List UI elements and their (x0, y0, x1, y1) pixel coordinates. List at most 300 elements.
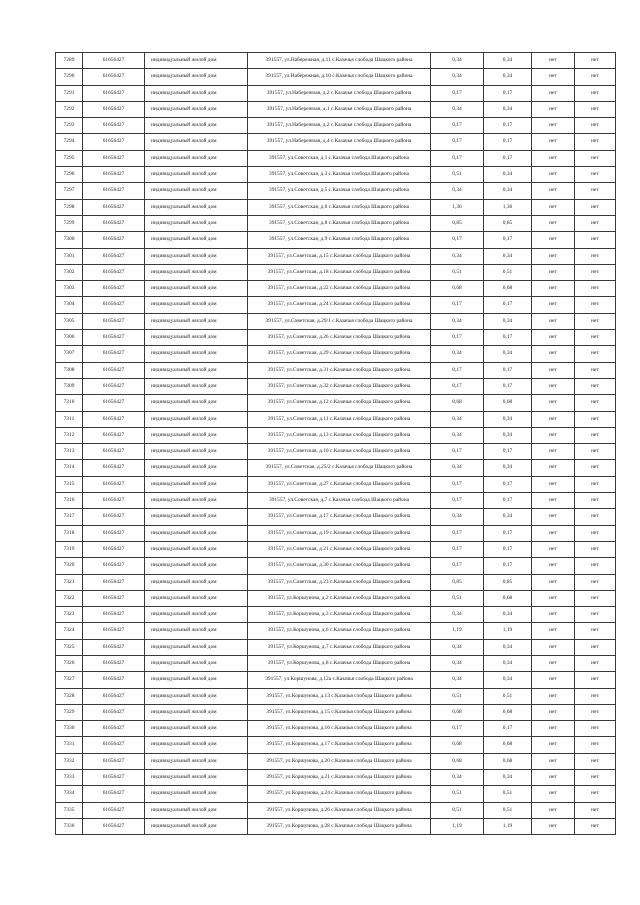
flag-cell: нет (532, 232, 575, 248)
value-cell: 0,34 (431, 346, 484, 362)
code-cell: 61656427 (83, 215, 145, 231)
flag-cell-2: нет (575, 672, 616, 688)
value-cell: 0,34 (431, 313, 484, 329)
address-cell: 391557, ул.Советская, д.30 с.Казачья слобода Шацкого района (248, 558, 431, 574)
flag-cell: нет (532, 737, 575, 753)
object-type-cell: индивидуальный жилой дом (145, 802, 248, 818)
row-number-cell: 7315 (56, 476, 83, 492)
address-cell: 391557, ул.Набережная, д.2 с.Казачья слобода Шацкого района (248, 118, 431, 134)
table-row (56, 525, 616, 541)
value-cell-2: 0,34 (484, 655, 532, 671)
flag-cell: нет (532, 770, 575, 786)
address-cell: 391557, ул.Советская, д.23 с.Казачья слобода Шацкого района (248, 574, 431, 590)
value-cell-2: 0,17 (484, 232, 532, 248)
row-number-cell: 7320 (56, 558, 83, 574)
code-cell: 61656427 (83, 150, 145, 166)
flag-cell-2: нет (575, 183, 616, 199)
address-cell: 391557, ул.Советская, д.32 с.Казачья слобода Шацкого района (248, 378, 431, 394)
row-number-cell: 7293 (56, 118, 83, 134)
row-number-cell: 7294 (56, 134, 83, 150)
address-cell: 391557, ул.Коршунова, д.6 с.Казачья слобода Шацкого района (248, 623, 431, 639)
row-number-cell: 7312 (56, 427, 83, 443)
table-row (56, 476, 616, 492)
address-cell: 391557, ул.Коршунова, д.7 с.Казачья слобода Шацкого района (248, 639, 431, 655)
code-cell: 61656427 (83, 264, 145, 280)
value-cell-2: 0,34 (484, 639, 532, 655)
value-cell-2: 1,19 (484, 623, 532, 639)
flag-cell-2: нет (575, 281, 616, 297)
flag-cell: нет (532, 753, 575, 769)
row-number-cell: 7326 (56, 655, 83, 671)
flag-cell: нет (532, 639, 575, 655)
flag-cell-2: нет (575, 330, 616, 346)
code-cell: 61656427 (83, 607, 145, 623)
table-row (56, 183, 616, 199)
row-number-cell: 7325 (56, 639, 83, 655)
flag-cell-2: нет (575, 362, 616, 378)
value-cell-2: 0,34 (484, 248, 532, 264)
value-cell: 0,34 (431, 69, 484, 85)
address-cell: 391557, ул.Советская, д.7 с.Казачья слобода Шацкого района (248, 493, 431, 509)
flag-cell-2: нет (575, 541, 616, 557)
flag-cell: нет (532, 460, 575, 476)
value-cell: 0,17 (431, 378, 484, 394)
code-cell: 61656427 (83, 721, 145, 737)
row-number-cell: 7335 (56, 802, 83, 818)
address-cell: 391557, ул.Советская, д.21 с.Казачья слобода Шацкого района (248, 541, 431, 557)
table-row (56, 297, 616, 313)
flag-cell: нет (532, 101, 575, 117)
value-cell-2: 0,17 (484, 541, 532, 557)
row-number-cell: 7301 (56, 248, 83, 264)
value-cell-2: 0,34 (484, 509, 532, 525)
value-cell: 0,68 (431, 753, 484, 769)
object-type-cell: индивидуальный жилой дом (145, 281, 248, 297)
value-cell-2: 0,17 (484, 525, 532, 541)
address-cell: 391557, ул.Советская, д.29 с.Казачья слобода Шацкого района (248, 346, 431, 362)
value-cell-2: 0,51 (484, 786, 532, 802)
table-row (56, 53, 616, 69)
flag-cell: нет (532, 444, 575, 460)
table-row (56, 411, 616, 427)
address-cell: 391557, ул.Коршунова, д.15 с.Казачья слобода Шацкого района (248, 704, 431, 720)
object-type-cell: индивидуальный жилой дом (145, 69, 248, 85)
address-cell: 391557, ул.Коршунова, д.24 с.Казачья слобода Шацкого района (248, 786, 431, 802)
value-cell-2: 1,36 (484, 199, 532, 215)
flag-cell: нет (532, 655, 575, 671)
code-cell: 61656427 (83, 281, 145, 297)
flag-cell-2: нет (575, 232, 616, 248)
table-row (56, 281, 616, 297)
address-cell: 391557, ул.Коршунова, д.8 с.Казачья слобода Шацкого района (248, 655, 431, 671)
value-cell: 0,17 (431, 721, 484, 737)
address-cell: 391557, ул.Советская, д.6 с.Казачья слобода Шацкого района (248, 199, 431, 215)
object-type-cell: индивидуальный жилой дом (145, 53, 248, 69)
table-row (56, 770, 616, 786)
value-cell-2: 0,85 (484, 215, 532, 231)
flag-cell-2: нет (575, 607, 616, 623)
value-cell-2: 0,34 (484, 460, 532, 476)
flag-cell: нет (532, 330, 575, 346)
flag-cell: нет (532, 672, 575, 688)
object-type-cell: индивидуальный жилой дом (145, 101, 248, 117)
flag-cell-2: нет (575, 688, 616, 704)
flag-cell-2: нет (575, 721, 616, 737)
flag-cell-2: нет (575, 818, 616, 834)
row-number-cell: 7292 (56, 101, 83, 117)
value-cell-2: 0,17 (484, 118, 532, 134)
flag-cell-2: нет (575, 786, 616, 802)
object-type-cell: индивидуальный жилой дом (145, 264, 248, 280)
value-cell-2: 0,17 (484, 362, 532, 378)
object-type-cell: индивидуальный жилой дом (145, 330, 248, 346)
value-cell-2: 0,34 (484, 313, 532, 329)
value-cell-2: 0,17 (484, 330, 532, 346)
address-cell: 391557, ул.Советская, д.3 с.Казачья слобода Шацкого района (248, 167, 431, 183)
value-cell-2: 0,85 (484, 574, 532, 590)
flag-cell-2: нет (575, 346, 616, 362)
flag-cell: нет (532, 558, 575, 574)
row-number-cell: 7318 (56, 525, 83, 541)
object-type-cell: индивидуальный жилой дом (145, 346, 248, 362)
value-cell: 0,34 (431, 672, 484, 688)
flag-cell: нет (532, 199, 575, 215)
table-row (56, 427, 616, 443)
value-cell: 0,17 (431, 444, 484, 460)
flag-cell-2: нет (575, 378, 616, 394)
object-type-cell: индивидуальный жилой дом (145, 395, 248, 411)
code-cell: 61656427 (83, 639, 145, 655)
code-cell: 61656427 (83, 770, 145, 786)
object-type-cell: индивидуальный жилой дом (145, 183, 248, 199)
value-cell-2: 0,68 (484, 753, 532, 769)
value-cell: 0,34 (431, 248, 484, 264)
value-cell: 0,17 (431, 134, 484, 150)
code-cell: 61656427 (83, 313, 145, 329)
address-cell: 391557, ул.Набережная, д.4 с.Казачья слобода Шацкого района (248, 134, 431, 150)
value-cell: 0,51 (431, 264, 484, 280)
code-cell: 61656427 (83, 411, 145, 427)
value-cell-2: 0,34 (484, 427, 532, 443)
code-cell: 61656427 (83, 737, 145, 753)
value-cell: 0,51 (431, 802, 484, 818)
flag-cell-2: нет (575, 69, 616, 85)
value-cell-2: 0,17 (484, 476, 532, 492)
value-cell: 0,34 (431, 655, 484, 671)
object-type-cell: индивидуальный жилой дом (145, 85, 248, 101)
table-row (56, 362, 616, 378)
flag-cell: нет (532, 541, 575, 557)
table-row (56, 590, 616, 606)
flag-cell-2: нет (575, 655, 616, 671)
code-cell: 61656427 (83, 118, 145, 134)
value-cell: 0,34 (431, 770, 484, 786)
value-cell: 0,34 (431, 460, 484, 476)
address-cell: 391557, ул.Набережная, д.11 с.Казачья слобода Шацкого района (248, 53, 431, 69)
row-number-cell: 7290 (56, 69, 83, 85)
address-cell: 391557, ул.Коршунова, д.17 с.Казачья слобода Шацкого района (248, 737, 431, 753)
flag-cell-2: нет (575, 248, 616, 264)
flag-cell-2: нет (575, 509, 616, 525)
flag-cell-2: нет (575, 199, 616, 215)
value-cell: 0,17 (431, 330, 484, 346)
flag-cell: нет (532, 525, 575, 541)
row-number-cell: 7316 (56, 493, 83, 509)
value-cell-2: 0,34 (484, 411, 532, 427)
value-cell-2: 1,19 (484, 818, 532, 834)
flag-cell: нет (532, 818, 575, 834)
row-number-cell: 7302 (56, 264, 83, 280)
table-row (56, 558, 616, 574)
flag-cell: нет (532, 118, 575, 134)
address-cell: 391557, ул.Советская, д.9 с.Казачья слобода Шацкого района (248, 232, 431, 248)
object-type-cell: индивидуальный жилой дом (145, 118, 248, 134)
address-cell: 391557, ул.Коршунова, д.12а с.Казачья слобода Шацкого района (248, 672, 431, 688)
flag-cell: нет (532, 688, 575, 704)
address-cell: 391557, ул.Коршунова, д.21 с.Казачья слобода Шацкого района (248, 770, 431, 786)
row-number-cell: 7308 (56, 362, 83, 378)
flag-cell: нет (532, 85, 575, 101)
code-cell: 61656427 (83, 297, 145, 313)
flag-cell-2: нет (575, 493, 616, 509)
row-number-cell: 7300 (56, 232, 83, 248)
code-cell: 61656427 (83, 672, 145, 688)
code-cell: 61656427 (83, 623, 145, 639)
row-number-cell: 7319 (56, 541, 83, 557)
address-cell: 391557, ул.Советская, д.18 с.Казачья слобода Шацкого района (248, 264, 431, 280)
table-row (56, 639, 616, 655)
code-cell: 61656427 (83, 704, 145, 720)
flag-cell-2: нет (575, 150, 616, 166)
address-cell: 391557, ул.Коршунова, д.16 с.Казачья слобода Шацкого района (248, 721, 431, 737)
table-row (56, 818, 616, 834)
flag-cell: нет (532, 574, 575, 590)
flag-cell-2: нет (575, 427, 616, 443)
address-cell: 391557, ул.Коршунова, д.3 с.Казачья слобода Шацкого района (248, 607, 431, 623)
object-type-cell: индивидуальный жилой дом (145, 378, 248, 394)
table-row (56, 330, 616, 346)
table-row (56, 378, 616, 394)
flag-cell-2: нет (575, 411, 616, 427)
code-cell: 61656427 (83, 232, 145, 248)
flag-cell-2: нет (575, 53, 616, 69)
address-cell: 391557, ул.Советская, д.25/2 с.Казачья слобода Шацкого района (248, 460, 431, 476)
object-type-cell: индивидуальный жилой дом (145, 818, 248, 834)
table-row (56, 493, 616, 509)
flag-cell: нет (532, 281, 575, 297)
table-row (56, 541, 616, 557)
flag-cell-2: нет (575, 639, 616, 655)
flag-cell: нет (532, 378, 575, 394)
flag-cell-2: нет (575, 101, 616, 117)
row-number-cell: 7336 (56, 818, 83, 834)
flag-cell-2: нет (575, 297, 616, 313)
row-number-cell: 7331 (56, 737, 83, 753)
code-cell: 61656427 (83, 574, 145, 590)
value-cell-2: 0,34 (484, 183, 532, 199)
row-number-cell: 7329 (56, 704, 83, 720)
table-row (56, 753, 616, 769)
code-cell: 61656427 (83, 69, 145, 85)
flag-cell: нет (532, 411, 575, 427)
flag-cell: нет (532, 297, 575, 313)
object-type-cell: индивидуальный жилой дом (145, 753, 248, 769)
flag-cell-2: нет (575, 395, 616, 411)
address-cell: 391557, ул.Советская, д.1 с.Казачья слобода Шацкого района (248, 150, 431, 166)
object-type-cell: индивидуальный жилой дом (145, 672, 248, 688)
address-cell: 391557, ул.Советская, д.24 с.Казачья слобода Шацкого района (248, 297, 431, 313)
object-type-cell: индивидуальный жилой дом (145, 134, 248, 150)
code-cell: 61656427 (83, 101, 145, 117)
flag-cell-2: нет (575, 85, 616, 101)
housing-table-body (56, 53, 616, 835)
object-type-cell: индивидуальный жилой дом (145, 199, 248, 215)
object-type-cell: индивидуальный жилой дом (145, 476, 248, 492)
value-cell-2: 0,17 (484, 297, 532, 313)
flag-cell-2: нет (575, 753, 616, 769)
code-cell: 61656427 (83, 427, 145, 443)
table-row (56, 150, 616, 166)
row-number-cell: 7332 (56, 753, 83, 769)
address-cell: 391557, ул.Коршунова, д.13 с.Казачья слобода Шацкого района (248, 688, 431, 704)
address-cell: 391557, ул.Советская, д.13 с.Казачья слобода Шацкого района (248, 427, 431, 443)
code-cell: 61656427 (83, 493, 145, 509)
code-cell: 61656427 (83, 330, 145, 346)
row-number-cell: 7291 (56, 85, 83, 101)
table-row (56, 134, 616, 150)
value-cell-2: 0,34 (484, 69, 532, 85)
flag-cell-2: нет (575, 704, 616, 720)
value-cell-2: 0,34 (484, 672, 532, 688)
value-cell: 0,34 (431, 101, 484, 117)
code-cell: 61656427 (83, 395, 145, 411)
value-cell-2: 0,34 (484, 770, 532, 786)
table-row (56, 607, 616, 623)
value-cell: 0,34 (431, 411, 484, 427)
value-cell-2: 0,17 (484, 444, 532, 460)
table-row (56, 248, 616, 264)
row-number-cell: 7323 (56, 607, 83, 623)
code-cell: 61656427 (83, 786, 145, 802)
object-type-cell: индивидуальный жилой дом (145, 770, 248, 786)
value-cell-2: 0,17 (484, 558, 532, 574)
object-type-cell: индивидуальный жилой дом (145, 688, 248, 704)
code-cell: 61656427 (83, 53, 145, 69)
row-number-cell: 7324 (56, 623, 83, 639)
value-cell: 0,17 (431, 150, 484, 166)
object-type-cell: индивидуальный жилой дом (145, 232, 248, 248)
table-row (56, 313, 616, 329)
object-type-cell: индивидуальный жилой дом (145, 460, 248, 476)
address-cell: 391557, ул.Коршунова, д.2 с.Казачья слобода Шацкого района (248, 590, 431, 606)
row-number-cell: 7289 (56, 53, 83, 69)
code-cell: 61656427 (83, 753, 145, 769)
address-cell: 391557, ул.Советская, д.12 с.Казачья слобода Шацкого района (248, 395, 431, 411)
object-type-cell: индивидуальный жилой дом (145, 215, 248, 231)
row-number-cell: 7309 (56, 378, 83, 394)
flag-cell: нет (532, 493, 575, 509)
flag-cell-2: нет (575, 623, 616, 639)
flag-cell-2: нет (575, 460, 616, 476)
code-cell: 61656427 (83, 802, 145, 818)
flag-cell-2: нет (575, 802, 616, 818)
table-row (56, 101, 616, 117)
row-number-cell: 7305 (56, 313, 83, 329)
value-cell: 0,17 (431, 558, 484, 574)
code-cell: 61656427 (83, 134, 145, 150)
flag-cell-2: нет (575, 264, 616, 280)
address-cell: 391557, ул.Коршунова, д.20 с.Казачья слобода Шацкого района (248, 753, 431, 769)
value-cell-2: 0,17 (484, 150, 532, 166)
value-cell-2: 0,51 (484, 802, 532, 818)
flag-cell-2: нет (575, 167, 616, 183)
value-cell: 1,19 (431, 818, 484, 834)
value-cell-2: 0,34 (484, 607, 532, 623)
table-row (56, 460, 616, 476)
value-cell-2: 0,68 (484, 281, 532, 297)
address-cell: 391557, ул.Советская, д.19 с.Казачья слобода Шацкого района (248, 525, 431, 541)
flag-cell: нет (532, 802, 575, 818)
flag-cell: нет (532, 362, 575, 378)
table-row (56, 704, 616, 720)
table-row (56, 264, 616, 280)
object-type-cell: индивидуальный жилой дом (145, 493, 248, 509)
row-number-cell: 7330 (56, 721, 83, 737)
value-cell: 0,85 (431, 215, 484, 231)
table-row (56, 672, 616, 688)
object-type-cell: индивидуальный жилой дом (145, 704, 248, 720)
value-cell: 0,17 (431, 232, 484, 248)
flag-cell: нет (532, 248, 575, 264)
code-cell: 61656427 (83, 590, 145, 606)
table-row (56, 623, 616, 639)
code-cell: 61656427 (83, 688, 145, 704)
code-cell: 61656427 (83, 183, 145, 199)
row-number-cell: 7322 (56, 590, 83, 606)
object-type-cell: индивидуальный жилой дом (145, 297, 248, 313)
value-cell-2: 0,17 (484, 134, 532, 150)
row-number-cell: 7327 (56, 672, 83, 688)
value-cell: 0,34 (431, 53, 484, 69)
object-type-cell: индивидуальный жилой дом (145, 607, 248, 623)
code-cell: 61656427 (83, 460, 145, 476)
address-cell: 391557, ул.Советская, д.8 с.Казачья слобода Шацкого района (248, 215, 431, 231)
flag-cell: нет (532, 786, 575, 802)
object-type-cell: индивидуальный жилой дом (145, 525, 248, 541)
flag-cell-2: нет (575, 476, 616, 492)
address-cell: 391557, ул.Советская, д.26 с.Казачья слобода Шацкого района (248, 330, 431, 346)
table-row (56, 167, 616, 183)
object-type-cell: индивидуальный жилой дом (145, 541, 248, 557)
value-cell: 0,34 (431, 639, 484, 655)
row-number-cell: 7328 (56, 688, 83, 704)
flag-cell: нет (532, 167, 575, 183)
table-row (56, 574, 616, 590)
table-row (56, 346, 616, 362)
object-type-cell: индивидуальный жилой дом (145, 786, 248, 802)
code-cell: 61656427 (83, 444, 145, 460)
value-cell-2: 0,68 (484, 590, 532, 606)
value-cell: 0,68 (431, 704, 484, 720)
code-cell: 61656427 (83, 509, 145, 525)
value-cell: 0,85 (431, 574, 484, 590)
flag-cell-2: нет (575, 134, 616, 150)
object-type-cell: индивидуальный жилой дом (145, 574, 248, 590)
code-cell: 61656427 (83, 476, 145, 492)
address-cell: 391557, ул.Коршунова, д.28 с.Казачья слобода Шацкого района (248, 818, 431, 834)
address-cell: 391557, ул.Советская, д.17 с.Казачья слобода Шацкого района (248, 509, 431, 525)
table-row (56, 509, 616, 525)
